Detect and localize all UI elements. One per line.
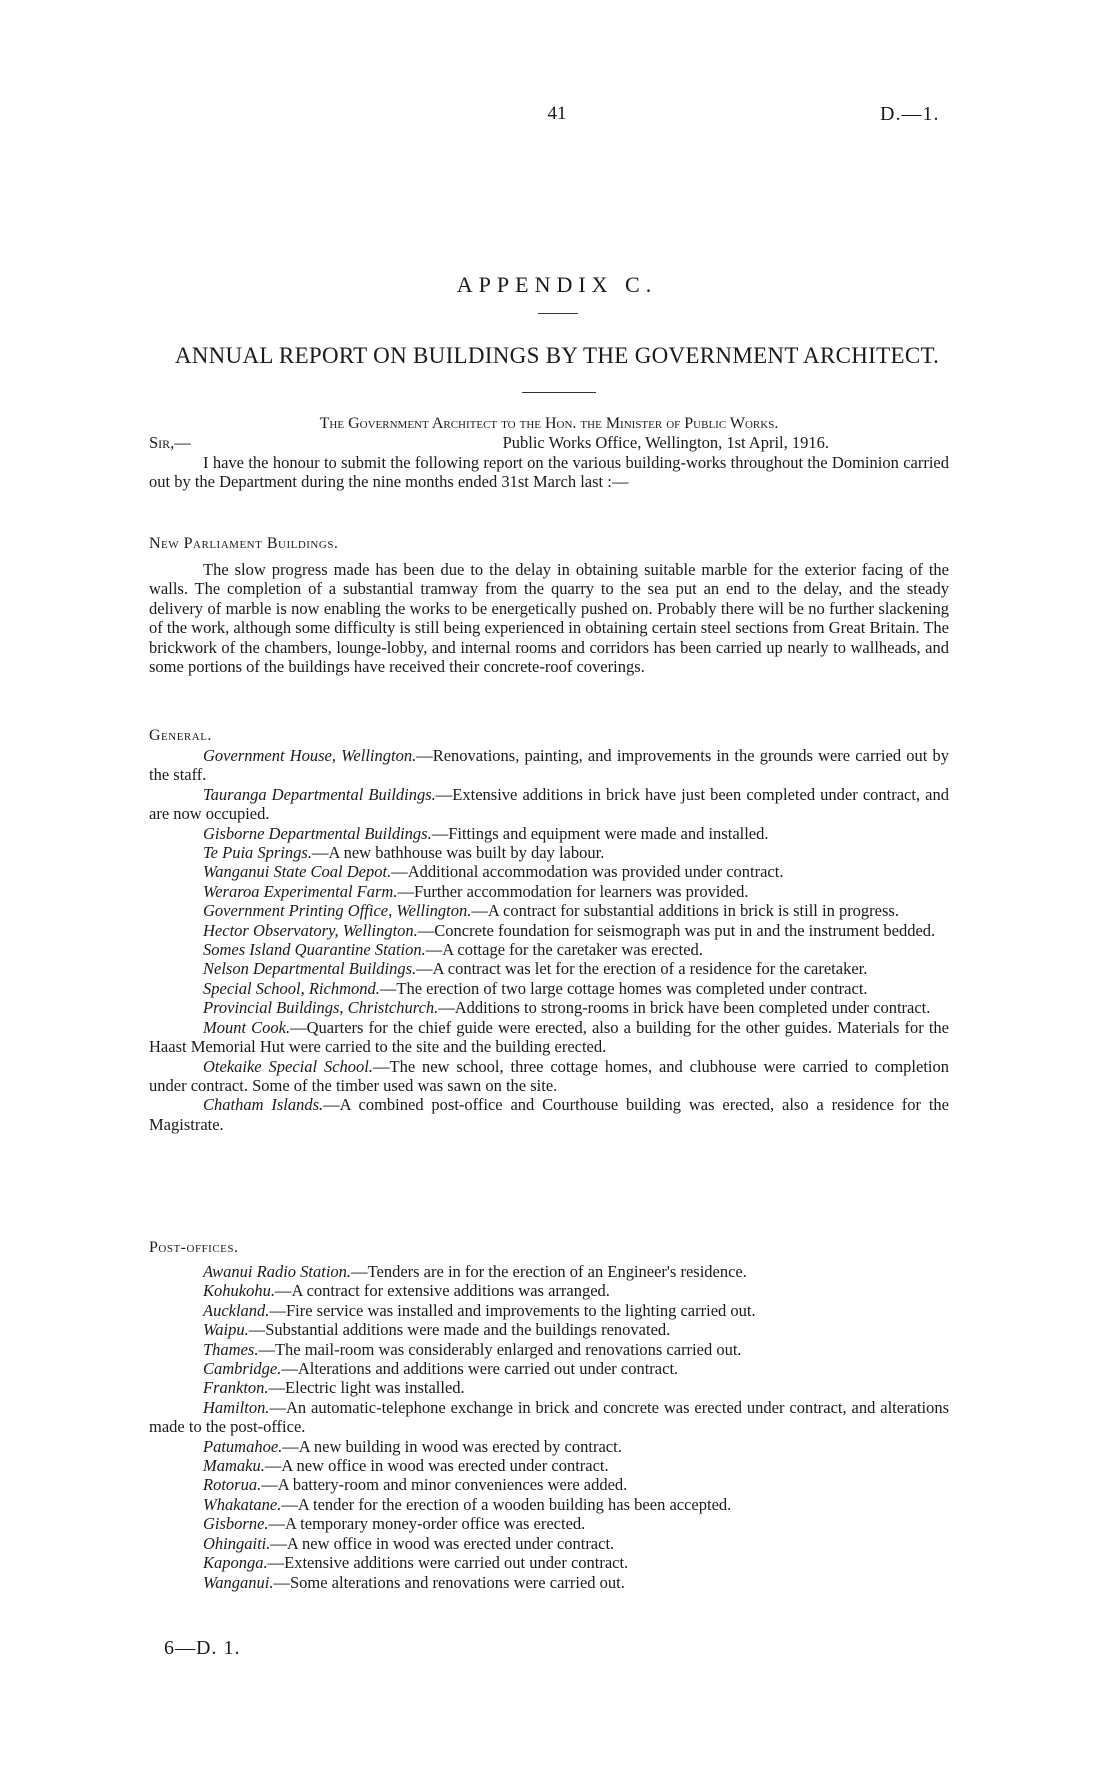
item-name: Awanui Radio Station.	[203, 1262, 352, 1281]
signature-mark: 6—D. 1.	[164, 1637, 241, 1659]
item-text: —Fire service was installed and improvements to the lighting carried out.	[269, 1300, 756, 1320]
list-item	[149, 1018, 949, 1057]
list-item	[149, 1534, 949, 1553]
parliament-section	[149, 534, 949, 553]
item-text: —Further accommodation for learners was provided.	[397, 881, 749, 901]
list-item	[149, 940, 949, 959]
item-text: —A combined post-office and Courthouse building was erected, also a residence for the Magistrate.	[149, 1095, 949, 1134]
list-item	[149, 1398, 949, 1437]
list-item	[149, 1495, 949, 1514]
item-name: Chatham Islands.	[203, 1095, 324, 1115]
list-item	[149, 862, 949, 881]
item-name: Te Puia Springs.	[203, 843, 312, 863]
item-name: Patumahoe.	[203, 1436, 283, 1456]
item-text: —A contract for extensive additions was arranged.	[274, 1281, 610, 1301]
item-text: —A contract was let for the erection of a residence for the caretaker.	[416, 959, 868, 979]
item-name: Kaponga.	[203, 1553, 268, 1573]
item-name: Gisborne.	[203, 1514, 269, 1534]
item-text: —A cottage for the caretaker was erected.	[425, 940, 703, 960]
item-name: Otekaike Special School.	[203, 1056, 373, 1076]
parliament-heading: New Parliament Buildings.	[149, 535, 339, 552]
item-text: —Concrete foundation for seismograph was put in and the instrument bedded.	[417, 920, 936, 940]
item-text: —Tenders are in for the erection of an Engineer's residence.	[351, 1262, 747, 1281]
item-name: Somes Island Quarantine Station.	[203, 940, 426, 960]
item-name: Thames.	[203, 1339, 259, 1359]
salutation: Sir,—	[149, 433, 191, 453]
list-item	[149, 1573, 949, 1592]
item-name: Kohukohu.	[203, 1281, 275, 1301]
parliament-paragraph: The slow progress made has been due to the delay in obtaining suitable marble for the exterior facing of the walls. The completion of a substantial tramway from the quarry to the sea put an end to the delay, and the steady delivery of marble is now enabling the works to be energetically pushed on. Probably there will be no further slackening of the work, although some difficulty is still being experienced in obtaining certain steel sections from Great Britain. The brickwork of the chambers, lounge-lobby, and internal rooms and corridors has been carried up nearly to wallheads, and some portions of the buildings have received their concrete-roof coverings.	[149, 560, 949, 677]
item-name: Cambridge.	[203, 1359, 282, 1379]
item-text: —A contract for substantial additions in brick is still in progress.	[471, 901, 899, 921]
item-text: —The erection of two large cottage homes was completed under contract.	[379, 978, 868, 998]
item-text: —Renovations, painting, and improvements in the grounds were carried out by the staff.	[149, 746, 950, 785]
list-item	[149, 1301, 949, 1320]
item-name: Wanganui.	[203, 1572, 274, 1592]
list-item	[149, 843, 949, 862]
item-text: —Additions to strong-rooms in brick have been completed under contract.	[438, 998, 931, 1018]
item-name: Tauranga Departmental Buildings.	[203, 784, 436, 804]
post-offices-section	[149, 1238, 949, 1257]
item-text: —A new bathhouse was built by day labour.	[311, 843, 605, 863]
item-name: Hector Observatory, Wellington.	[203, 920, 418, 940]
list-item	[149, 882, 949, 901]
list-item	[149, 921, 949, 940]
list-item	[149, 824, 949, 843]
item-name: Wanganui State Coal Depot.	[203, 862, 392, 882]
list-item	[149, 1359, 949, 1378]
general-list	[149, 746, 949, 1134]
item-text: —Electric light was installed.	[268, 1378, 465, 1398]
list-item	[149, 1475, 949, 1494]
item-text: —Extensive additions in brick have just been completed under contract, and are now occupied.	[149, 784, 949, 824]
list-item	[149, 785, 949, 824]
list-item	[149, 1378, 949, 1397]
item-name: Special School, Richmond.	[203, 978, 380, 998]
item-text: —A temporary money-order office was erected.	[268, 1514, 586, 1534]
item-name: Auckland.	[203, 1300, 270, 1320]
page-number: 41	[547, 103, 567, 124]
item-name: Ohingaiti.	[203, 1533, 271, 1553]
list-item	[149, 1095, 949, 1134]
list-item	[149, 1437, 949, 1456]
item-text: —Quarters for the chief guide were erected, also a building for the other guides. Materials for the Haast Memorial Hut were carried to the site and the building erected.	[149, 1017, 949, 1057]
list-item	[149, 1281, 949, 1300]
item-text: —A battery-room and minor conveniences were added.	[261, 1475, 628, 1495]
item-name: Gisborne Departmental Buildings.	[203, 823, 432, 843]
list-item	[149, 746, 949, 785]
item-name: Hamilton.	[203, 1397, 270, 1417]
parliament-body	[149, 560, 949, 676]
item-name: Whakatane.	[203, 1494, 282, 1514]
item-text: —A new office in wood was erected under contract.	[264, 1456, 609, 1476]
general-heading: General.	[149, 727, 212, 744]
post-offices-list	[149, 1262, 949, 1592]
item-name: Waipu.	[203, 1320, 249, 1340]
item-text: —Fittings and equipment were made and installed.	[431, 823, 769, 843]
item-name: Weraroa Experimental Farm.	[203, 881, 398, 901]
list-item	[149, 1456, 949, 1475]
list-item	[149, 1514, 949, 1533]
general-section	[149, 726, 949, 745]
list-item	[149, 979, 949, 998]
appendix-label: APPENDIX C.	[456, 272, 658, 297]
list-item	[149, 1320, 949, 1339]
item-name: Mount Cook.	[203, 1017, 291, 1037]
item-text: —An automatic-telephone exchange in brick and concrete was erected under contract, and alterations made to the post-office.	[149, 1397, 949, 1437]
place-date: Public Works Office, Wellington, 1st April, 1916.	[502, 433, 829, 453]
from-to-line: The Government Architect to the Hon. the Minister of Public Works.	[319, 415, 779, 432]
salutation-row	[149, 433, 949, 452]
item-text: —Some alterations and renovations were carried out.	[273, 1572, 625, 1592]
item-name: Rotorua.	[203, 1475, 262, 1495]
list-item	[149, 901, 949, 920]
list-item	[149, 1340, 949, 1359]
title-divider	[522, 392, 596, 393]
intro-paragraph: I have the honour to submit the following report on the various building-works throughout the Dominion carried out by the Department during the nine months ended 31st March last :—	[149, 452, 949, 492]
item-text: —Additional accommodation was provided under contract.	[391, 862, 784, 882]
item-name: Government House, Wellington.	[203, 746, 417, 765]
item-text: —Extensive additions were carried out under contract.	[267, 1553, 629, 1573]
item-text: —A new building in wood was erected by contract.	[282, 1436, 622, 1456]
list-item	[149, 1057, 949, 1096]
item-text: —The new school, three cottage homes, and clubhouse were carried to completion under contract. Some of the timber used was sawn on the site.	[149, 1056, 950, 1095]
item-text: —Alterations and additions were carried out under contract.	[281, 1359, 679, 1379]
list-item	[149, 1553, 949, 1572]
item-name: Nelson Departmental Buildings.	[203, 959, 417, 979]
list-item	[149, 959, 949, 978]
item-name: Mamaku.	[203, 1456, 265, 1476]
item-text: —The mail-room was considerably enlarged and renovations carried out.	[258, 1339, 742, 1359]
item-name: Provincial Buildings, Christchurch.	[203, 998, 439, 1018]
list-item	[149, 1262, 949, 1281]
document-reference: D.—1.	[880, 103, 940, 125]
item-text: —A tender for the erection of a wooden building has been accepted.	[281, 1494, 732, 1514]
address-block	[149, 414, 949, 492]
item-text: —A new office in wood was erected under contract.	[270, 1533, 615, 1553]
item-name: Government Printing Office, Wellington.	[203, 901, 472, 921]
item-text: —Substantial additions were made and the buildings renovated.	[248, 1320, 671, 1340]
report-title: ANNUAL REPORT ON BUILDINGS BY THE GOVERNMENT ARCHITECT.	[174, 343, 940, 368]
short-divider	[538, 313, 578, 314]
item-name: Frankton.	[203, 1378, 269, 1398]
post-offices-heading: Post-offices.	[149, 1239, 239, 1256]
list-item	[149, 998, 949, 1017]
